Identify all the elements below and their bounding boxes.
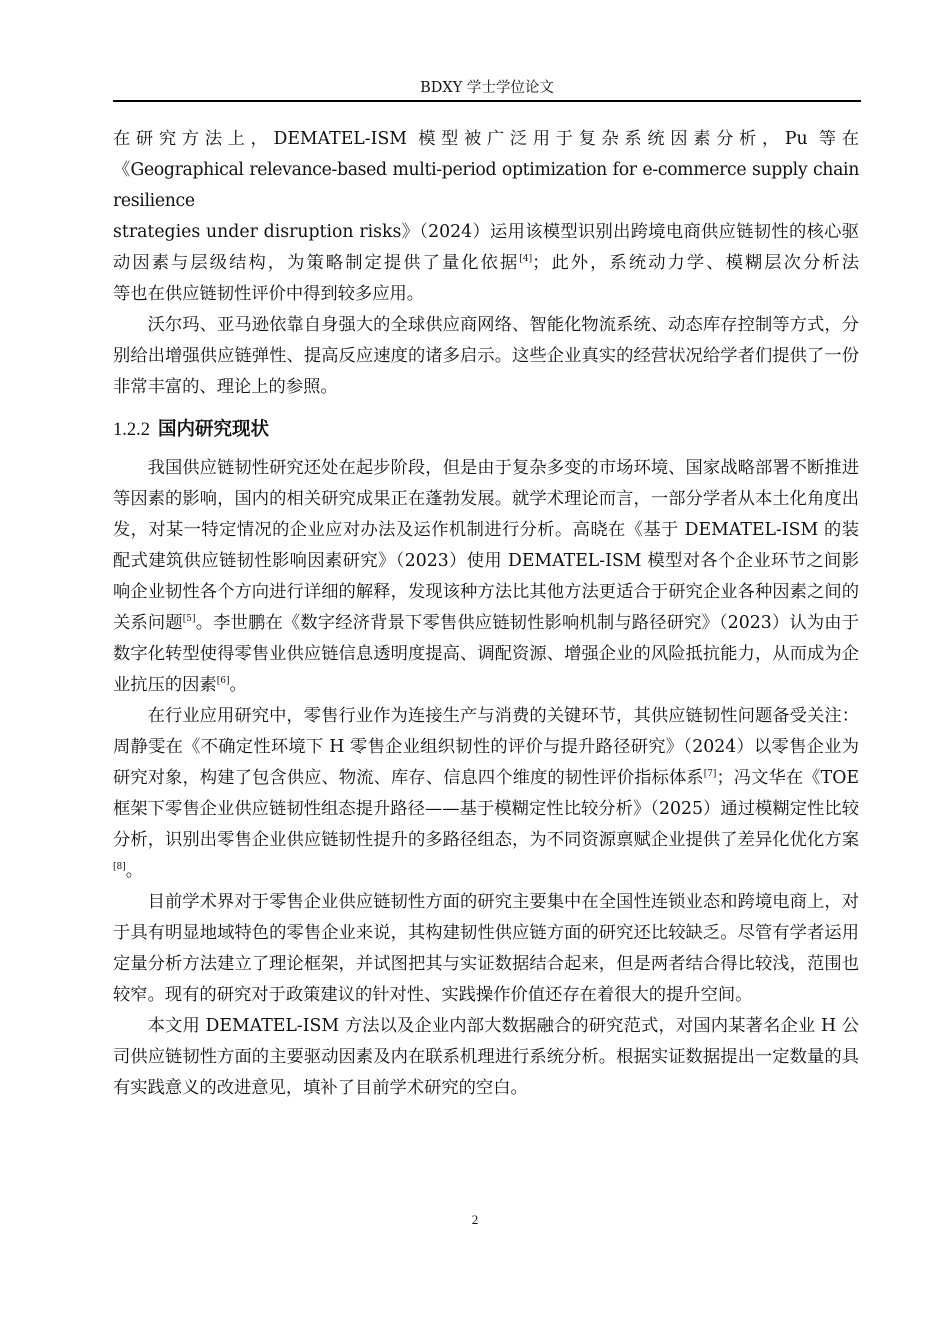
- paragraph-research-methods: [113, 124, 859, 310]
- text-run: 我国供应链韧性研究还处在起步阶段，但是由于复杂多变的市场环境、国家战略部署不断推进等因素的影响，国内的相关研究成果正在蓬勃发展。就学术理论而言，一部分学者从本土化角度出发，对某一特定情况的企业应对办法及运作机制进行分析。高晓在《基于 DEMATEL-ISM 的装配式建筑供应链韧性影响因素研究》（2023）使用 DEMATEL-ISM 模型对各个企业环节之间影响企业韧性各个方向进行详细的解释，发现该种方法比其他方法更适合于研究企业各种因素之间的关系问题: [113, 458, 859, 633]
- citation-ref: [6]: [216, 676, 230, 686]
- text-line: strategies under disruption risks》（2024）运用该模型识别出跨境电商供应链韧性的核心驱: [113, 222, 859, 242]
- section-number: 1.2.2: [113, 420, 150, 440]
- citation-ref: [7]: [703, 769, 717, 779]
- page-body: [113, 124, 859, 1104]
- text-line: 等也在供应链韧性评价中得到较多应用。: [113, 284, 425, 304]
- text-run: 在行业应用研究中，零售行业作为连接生产与消费的关键环节，其供应链韧性问题备受关注：周静雯在《不确定性环境下 H 零售企业组织韧性的评价与提升路径研究》（2024）以零售企业为研究对象，构建了包含供应、物流、库存、信息四个维度的韧性评价指标体系: [113, 706, 859, 788]
- section-heading: [113, 415, 859, 445]
- text-line: 在研究方法上，DEMATEL-ISM 模型被广泛用于复杂系统因素分析，Pu 等在: [113, 129, 859, 149]
- paragraph-this-study: 本文用 DEMATEL-ISM 方法以及企业内部大数据融合的研究范式，对国内某著名企业 H 公司供应链韧性方面的主要驱动因素及内在联系机理进行系统分析。根据实证数据提出一定数量的具有实践意义的改进意见，填补了目前学术研究的空白。: [113, 1016, 859, 1098]
- header-rule: [113, 100, 861, 102]
- text-line: 《Geographical relevance-based multi-period optimization for e-commerce supply chain resilience: [113, 160, 859, 211]
- text-run: 。李世鹏在《数字经济背景下零售供应链韧性影响机制与路径研究》（2023）认为由于数字化转型使得零售业供应链信息透明度提高、调配资源、增强企业的风险抵抗能力，从而成为企业抗压的因素: [113, 613, 859, 695]
- text-run: 。: [229, 675, 247, 695]
- paragraph-research-gap: 目前学术界对于零售企业供应链韧性方面的研究主要集中在全国性连锁业态和跨境电商上，对于具有明显地域特色的零售企业来说，其构建韧性供应链方面的研究还比较缺乏。尽管有学者运用定量分析方法建立了理论框架，并试图把其与实证数据结合起来，但是两者结合得比较浅，范围也较窄。现有的研究对于政策建议的针对性、实践操作价值还存在着很大的提升空间。: [113, 892, 859, 1005]
- citation-ref: [5]: [182, 614, 196, 624]
- running-header: BDXY 学士学位论文: [420, 80, 554, 96]
- text-line: [113, 248, 859, 279]
- text-run: ；冯文华在《TOE 框架下零售企业供应链韧性组态提升路径——基于模糊定性比较分析》（2025）通过模糊定性比较分析，识别出零售企业供应链韧性提升的多路径组态，为不同资源禀赋企业提供了差异化优化方案: [113, 768, 859, 850]
- paragraph-industry-application: [113, 701, 859, 887]
- text-run: ；此外，系统动力学、模糊层次分析法: [532, 253, 859, 273]
- paragraph-domestic-research: [113, 453, 859, 701]
- page-number: 2: [471, 1212, 479, 1227]
- text-run: 动因素与层级结构，为策略制定提供了量化依据: [113, 253, 520, 273]
- citation-ref: [4]: [519, 254, 533, 264]
- paragraph-foreign-enterprises: 沃尔玛、亚马逊依靠自身强大的全球供应商网络、智能化物流系统、动态库存控制等方式，分别给出增强供应链弹性、提高反应速度的诸多启示。这些企业真实的经营状况给学者们提供了一份非常丰富的、理论上的参照。: [113, 315, 859, 397]
- text-run: 。: [125, 861, 144, 881]
- citation-ref: [8]: [113, 862, 126, 872]
- section-title: 国内研究现状: [158, 419, 270, 440]
